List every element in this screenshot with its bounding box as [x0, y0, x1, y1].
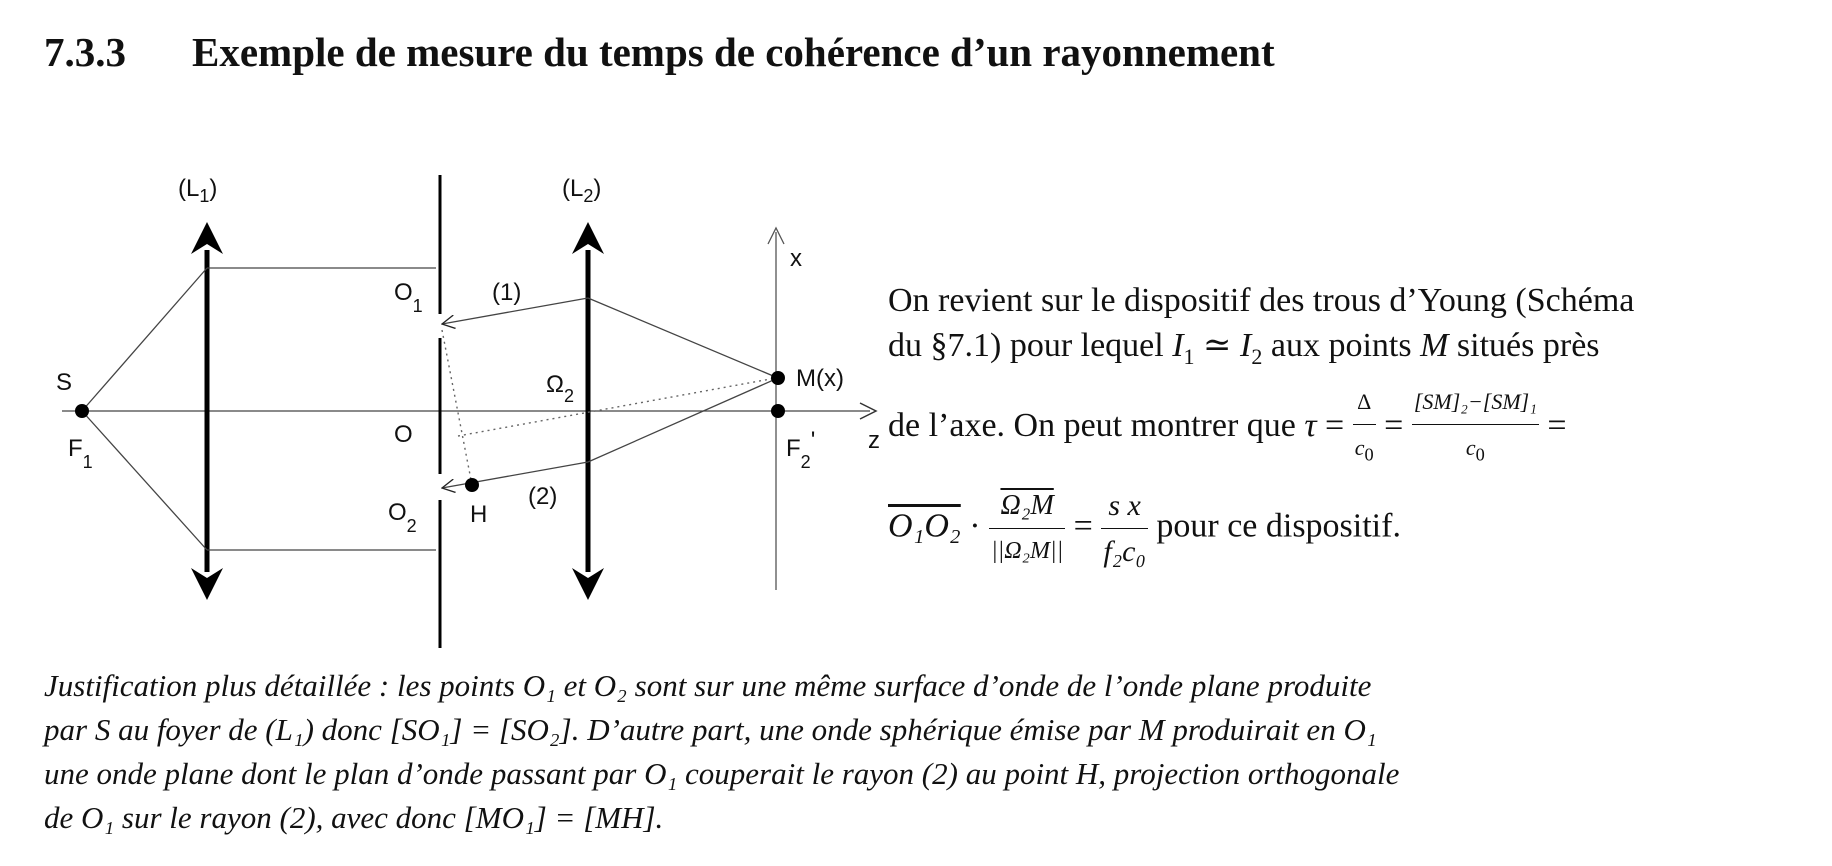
label-ray1: (1): [492, 279, 522, 306]
paragraph-line-4: O₁O₂ · $\frac{\text{Ω₂M}}{\text{||Ω₂M||}}$ = $\frac{\text{s x}}{\text{f₂c₀}}$ pour ce dispositif.: [888, 483, 1728, 574]
label-hole1: $O_1$: [394, 279, 423, 316]
label-point-m: M(x): [796, 365, 844, 392]
justification-line-4: de O₁ sur le rayon (2), avec donc [MO₁] = [MH].: [44, 800, 664, 835]
point-h: [465, 478, 479, 492]
label-omega2: $\Omega_2$: [546, 371, 574, 406]
fraction-sx-over-f2c0: $\frac{\text{s x}}{\text{f₂c₀}}$: [1101, 483, 1148, 574]
paragraph-line-2: du §7.1) pour lequel $I_1$ ≃ $I_2$ aux points M situés près: [888, 327, 1600, 369]
lens-l1-bottom-arrow: [191, 568, 223, 600]
fraction-unit-vector: $\frac{\text{Ω₂M}}{\text{||Ω₂M||}}$: [989, 483, 1065, 574]
fraction-delta-over-c0: $\frac{\Delta}{c_0}$: [1353, 379, 1376, 477]
label-focus2: $F_2'$: [786, 427, 816, 472]
ray-2: [442, 462, 588, 488]
label-source: S: [56, 369, 73, 396]
justification-line-1: Justification plus détaillée : les points O₁ et O₂ sont sur une même surface d’onde de l’onde plane produite: [44, 668, 1372, 703]
dotted-axis-m: [458, 378, 776, 436]
ray-m-to-l2-bottom: [588, 378, 778, 462]
explanation-paragraph: [888, 278, 1728, 574]
label-lens1: $(L_1)$: [178, 175, 218, 206]
ray-m-to-l2-top: [588, 298, 778, 378]
section-title: Exemple de mesure du temps de cohérence d’un rayonnement: [192, 29, 1275, 75]
justification-line-3: une onde plane dont le plan d’onde passant par O₁ couperait le rayon (2) au point H, projection orthogonale: [44, 756, 1400, 791]
label-origin: O: [394, 421, 413, 448]
lens-l2-bottom-arrow: [572, 568, 604, 600]
ray-s-to-l1-bottom: [82, 411, 207, 550]
label-x-axis: x: [790, 245, 802, 272]
ray-s-to-l1-top: [82, 268, 207, 411]
point-s: [75, 404, 89, 418]
dotted-o1-h: [442, 330, 472, 485]
label-hole2: $O_2$: [388, 499, 417, 536]
lens-l2-top-arrow: [572, 222, 604, 254]
label-focus1: $F_1$: [68, 435, 93, 472]
label-z-axis: z: [868, 427, 880, 454]
label-ray2: (2): [528, 483, 558, 510]
lens-l1-top-arrow: [191, 222, 223, 254]
section-number: 7.3.3: [44, 29, 126, 75]
paragraph-line-1: On revient sur le dispositif des trous d’Young (Schéma: [888, 282, 1635, 319]
label-lens2: $(L_2)$: [562, 175, 602, 206]
paragraph-line-3: de l’axe. On peut montrer que τ = $\frac{\Delta}{c_0}$ = $\frac{\text{[SM]₂−[SM]₁}}{c_0}$ =: [888, 379, 1728, 477]
point-f2: [771, 404, 785, 418]
fraction-optical-path: $\frac{\text{[SM]₂−[SM]₁}}{c_0}$: [1412, 379, 1539, 477]
justification-line-2: par S au foyer de (L₁) donc [SO₁] = [SO₂]. D’autre part, une onde sphérique émise par M produirait en O₁: [44, 712, 1377, 747]
label-point-h: H: [470, 501, 488, 528]
justification-paragraph: [44, 664, 1764, 840]
point-m: [771, 371, 785, 385]
